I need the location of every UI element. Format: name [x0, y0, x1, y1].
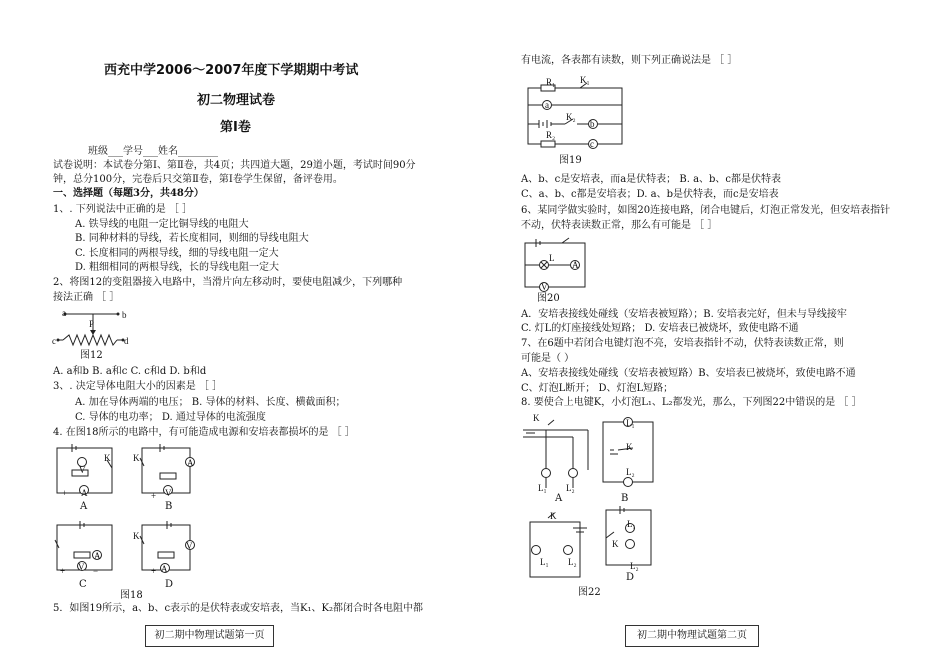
section1-heading: 一、选择题（每题3分，共48分）: [53, 188, 204, 199]
fig19-meter-a: a: [545, 100, 549, 110]
q1-option-c: C. 长度相同的两根导线，细的导线电阻一定大: [75, 248, 279, 259]
fig18-c-minus: −: [93, 566, 99, 576]
fig18-a-plus: +: [62, 488, 68, 498]
q2-stem-line1: 2、将图12的变阻器接入电路中，当滑片向左移动时，要使电阻减少，下列哪种: [53, 277, 403, 288]
fig18-c-ammeter: A: [94, 551, 101, 561]
fig12-caption: 图12: [80, 350, 103, 361]
q3-stem: 3、. 决定导体电阻大小的因素是 ［ ］: [53, 381, 223, 392]
q1-option-d: D. 粗细相同的两根导线，长的导线电阻一定大: [75, 262, 280, 273]
fig18-label-D: D: [165, 579, 174, 590]
fig18-b-ammeter: A: [187, 458, 194, 468]
fig22-c-l2: L₂: [568, 557, 577, 567]
fig18-d-plus: +: [151, 566, 157, 576]
fig12-label-b: b: [122, 310, 127, 320]
q7-stem-line1: 7、在6题中若闭合电键灯泡不亮，安培表指针不动，伏特表读数正常，则: [521, 338, 844, 349]
q6-options-cd: C. 灯L的灯座接线处短路； D. 安培表已被烧坏，致使电路不通: [521, 323, 799, 334]
fig12-label-p: P: [89, 319, 95, 329]
fig18-b-voltmeter: V: [165, 488, 172, 498]
fig22-c-l1: L₁: [540, 557, 549, 567]
fig22-caption: 图22: [578, 587, 601, 598]
fig18-b-switch: K: [133, 453, 140, 463]
fig22-label-B: B: [621, 493, 629, 504]
fig18-d-ammeter: A: [161, 564, 168, 574]
fig20-caption: 图20: [537, 293, 560, 304]
instructions-line1: 试卷说明：本试卷分第Ⅰ、第Ⅱ卷，共4页；共四道大题，29道小题，考试时间90分: [53, 160, 416, 171]
fig18-c-plus: +: [60, 566, 66, 576]
q7-stem-line2: 可能是（ ）: [521, 353, 575, 364]
fig22-label-A: A: [555, 493, 563, 504]
fig20-ammeter: A: [572, 260, 579, 270]
q8-stem: 8. 要使合上电键K，小灯泡L₁、L₂都发光，那么，下列图22中错误的是 ［ ］: [521, 397, 862, 408]
q5-stem-cont: 有电流，各表都有读数，则下列正确说法是 ［ ］: [521, 55, 738, 66]
instructions-line2: 钟，总分100分，完卷后只交第Ⅱ卷，第Ⅰ卷学生保留，备评卷用。: [53, 174, 343, 185]
fig22-d-switch: K: [612, 539, 619, 549]
q6-stem-line1: 6、某同学做实验时，如图20连接电路，闭合电键后，灯泡正常发光，但安培表指针: [521, 205, 891, 216]
fig22-a-switch: K: [533, 413, 540, 423]
q4-stem: 4. 在图18所示的电路中，有可能造成电源和安培表都损坏的是 ［ ］: [53, 427, 355, 438]
footer-page2: 初二期中物理试题第二页: [625, 625, 759, 647]
fig19-k2: K₂: [566, 112, 576, 122]
exam-subtitle: 初二物理试卷: [197, 93, 276, 108]
q3-options-ab: A. 加在导体两端的电压； B. 导体的材料、长度、横截面积；: [75, 397, 346, 408]
q2-options: A. a和b B. a和c C. c和d D. b和d: [53, 366, 207, 377]
fig19-r1: R₁: [546, 77, 556, 87]
fig20-circuit: [522, 235, 592, 290]
fig19-meter-b: b: [590, 119, 595, 129]
fig18-label-A: A: [80, 501, 88, 512]
fig18-label-B: B: [165, 501, 173, 512]
student-info: 班级___学号___姓名________: [88, 146, 218, 157]
q1-option-b: B. 同种材料的导线，若长度相同，则细的导线电阻大: [75, 233, 309, 244]
fig20-lamp-label: L: [549, 253, 555, 263]
fig12-label-d: d: [124, 336, 129, 346]
fig18-a-voltmeter: V: [79, 465, 86, 475]
part-heading: 第Ⅰ卷: [220, 120, 251, 135]
fig12-label-c: c: [52, 336, 56, 346]
fig19-meter-c: c: [590, 139, 594, 149]
fig22-a-l2: L₂: [566, 483, 575, 493]
q3-options-cd: C. 导体的电功率； D. 通过导体的电流强度: [75, 412, 266, 423]
q1-option-a: A. 铁导线的电阻一定比铜导线的电阻大: [75, 219, 249, 230]
q5-options-cd: C、a、b、c都是安培表；D. a、b是伏特表，而c是安培表: [521, 189, 779, 200]
q6-options-ab: A．安培表接线处碰线（安培表被短路）；B. 安培表完好，但未与导线接牢: [521, 309, 847, 320]
fig12-label-a: a: [62, 308, 66, 318]
fig20-voltmeter: V: [541, 282, 548, 292]
fig18-b-plus: +: [151, 491, 157, 501]
fig18-d-switch: K: [133, 531, 140, 541]
q6-stem-line2: 不动，伏特表读数正常，那么有可能是 ［ ］: [521, 220, 718, 231]
fig18-caption: 图18: [120, 590, 143, 601]
q7-options-cd: C、灯泡L断开； D、灯泡L短路；: [521, 383, 674, 394]
fig22-b-switch: K: [626, 442, 633, 452]
fig22-b-l2: L₂: [626, 467, 635, 477]
fig18-a-ammeter: A: [81, 488, 88, 498]
fig18-a-switch: K: [104, 453, 111, 463]
exam-title: 西充中学2006～2007年度下学期期中考试: [104, 63, 359, 78]
fig19-k1: K₁: [580, 75, 590, 85]
fig22-a-l1: L₁: [538, 483, 547, 493]
q2-stem-line2: 接法正确 ［ ］: [53, 292, 120, 303]
fig22-label-D: D: [626, 572, 635, 583]
q5-options-ab: A、b、c是安培表，而a是伏特表； B. a、b、c都是伏特表: [521, 174, 782, 185]
q1-stem: 1、. 下列说法中正确的是 ［ ］: [53, 204, 193, 215]
fig22-d-l1: L₁: [627, 519, 636, 529]
fig22-b-l1: L₁: [626, 418, 635, 428]
footer-page1: 初二期中物理试题第一页: [145, 625, 274, 647]
fig19-r2: R₂: [546, 130, 556, 140]
fig22-c-switch: K: [550, 511, 557, 521]
q7-options-ab: A、安培表接线处碰线（安培表被短路）B、安培表已被烧坏，致使电路不通: [521, 368, 856, 379]
fig22-d-l2: L₂: [630, 561, 639, 571]
q5-stem: 5．如图19所示，a、b、c表示的是伏特表或安培表，当K₁、K₂都闭合时各电阻中都: [53, 603, 424, 614]
fig18-label-C: C: [79, 579, 87, 590]
fig18-c-voltmeter: V: [78, 562, 85, 572]
fig19-caption: 图19: [559, 155, 582, 166]
fig18-d-voltmeter: V: [186, 541, 193, 551]
